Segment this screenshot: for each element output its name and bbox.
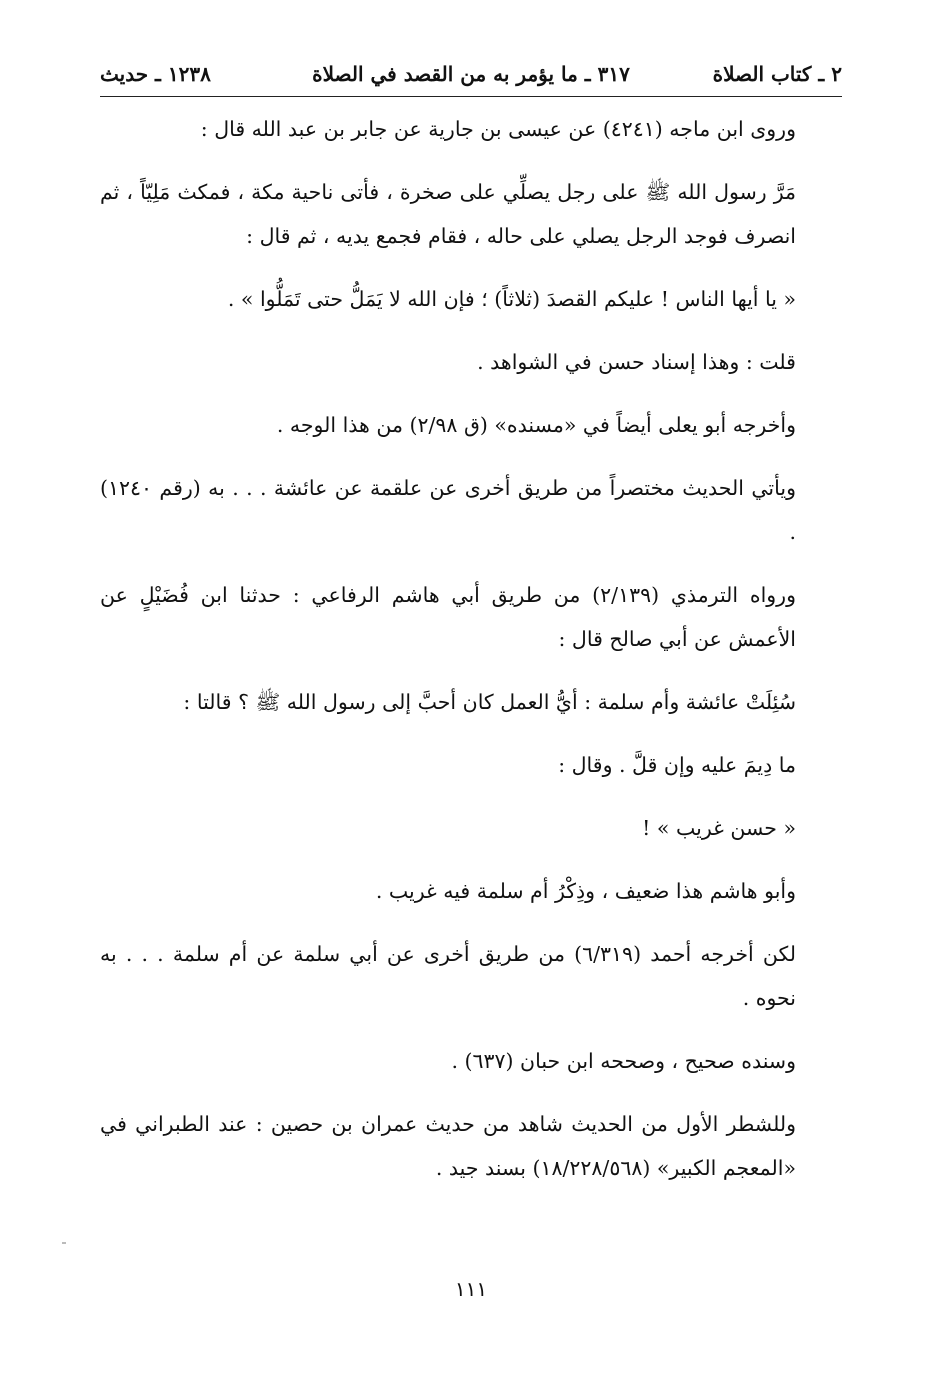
page-number: ١١١	[454, 1277, 488, 1301]
running-header	[100, 52, 842, 97]
body-text	[100, 107, 842, 1190]
paragraph-hadith-text: مَرَّ رسول الله ﷺ على رجل يصلِّي على صخرة ، فأتى ناحية مكة ، فمكث مَلِيّاً ، ثم انصرف فوجد الرجل يصلي على حاله ، فقام فجمع يديه ، ثم قال :	[100, 180, 796, 248]
paragraph-tirmidhi-grading: « حسن غريب » !	[642, 816, 796, 840]
paragraph-aisha-question: سُئِلَتْ عائشة وأم سلمة : أيُّ العمل كان أحبَّ إلى رسول الله ﷺ ؟ قالتا :	[183, 690, 796, 714]
header-chapter-title: ٣١٧ ـ ما يؤمر به من القصد في الصلاة	[312, 62, 630, 86]
book-page	[100, 52, 842, 1312]
header-book-title: ٢ ـ كتاب الصلاة	[712, 62, 842, 86]
paragraph-abu-hashim-note: وأبو هاشم هذا ضعيف ، وذِكْرُ أم سلمة فيه غريب .	[375, 879, 796, 903]
paragraph-tabarani-witness: وللشطر الأول من الحديث شاهد من حديث عمران بن حصين : عند الطبراني في «المعجم الكبير» (١٨/٢٢٨/٥٦٨) بسند جيد .	[100, 1112, 796, 1180]
paragraph-cross-reference: ويأتي الحديث مختصراً من طريق أخرى عن علقمة عن عائشة . . . به (رقم ١٢٤٠) .	[100, 476, 796, 544]
paragraph-answer: ما دِيمَ عليه وإن قلَّ . وقال :	[558, 753, 796, 777]
paragraph-ibn-majah: وروى ابن ماجه (٤٢٤١) عن عيسى بن جارية عن جابر بن عبد الله قال :	[200, 117, 796, 141]
paragraph-tirmidhi: ورواه الترمذي (٢/١٣٩) من طريق أبي هاشم الرفاعي : حدثنا ابن فُضَيْلٍ عن الأعمش عن أبي صالح قال :	[100, 583, 796, 651]
header-hadith-number: ١٢٣٨ ـ حديث	[100, 62, 211, 86]
paragraph-ahmad: لكن أخرجه أحمد (٦/٣١٩) من طريق أخرى عن أبي سلمة عن أم سلمة . . . به نحوه .	[100, 942, 797, 1010]
margin-speck	[62, 1242, 66, 1244]
paragraph-prophet-saying: « يا أيها الناس ! عليكم القصدَ (ثلاثاً) ؛ فإن الله لا يَمَلُّ حتى تَمَلُّوا » .	[227, 287, 796, 311]
paragraph-ibn-hibban: وسنده صحيح ، وصححه ابن حبان (٦٣٧) .	[451, 1049, 796, 1073]
paragraph-abu-yala: وأخرجه أبو يعلى أيضاً في «مسنده» (ق ٢/٩٨) من هذا الوجه .	[276, 413, 796, 437]
paragraph-grading-note: قلت : وهذا إسناد حسن في الشواهد .	[477, 350, 796, 374]
